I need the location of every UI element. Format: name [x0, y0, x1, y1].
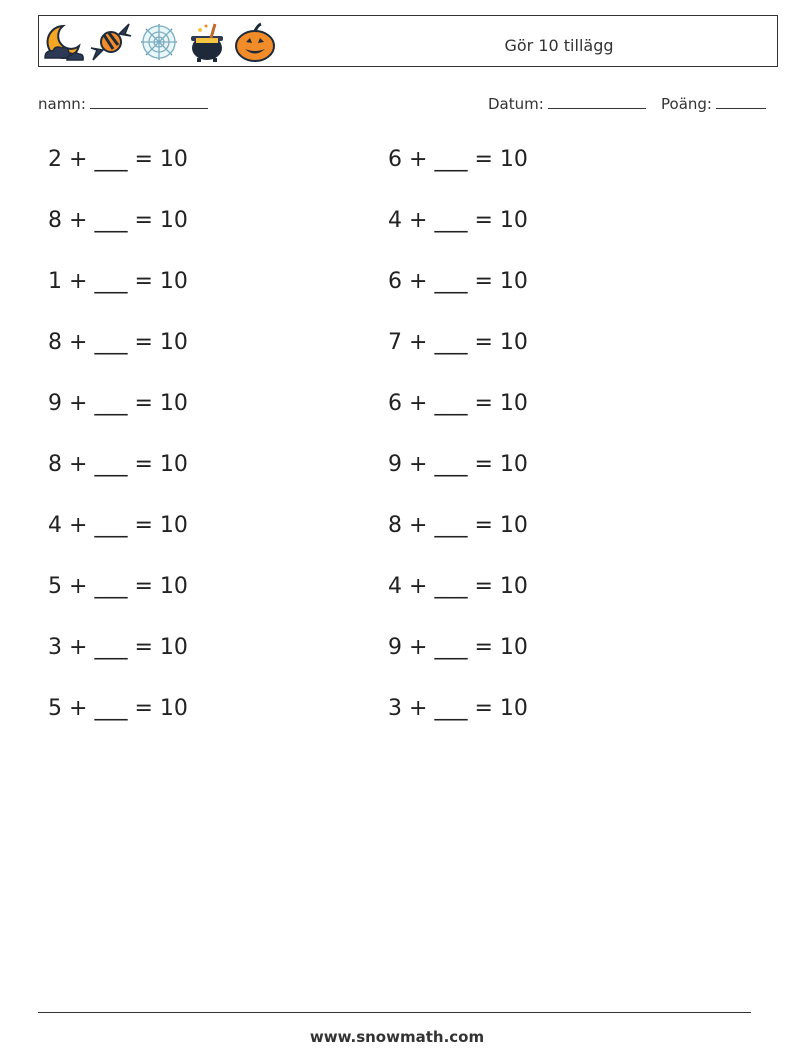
- addend: 6: [388, 269, 402, 294]
- addend: 7: [388, 330, 402, 355]
- problem-left-2: [48, 208, 188, 233]
- equals-sign: =: [134, 452, 153, 477]
- answer-blank[interactable]: ___: [94, 391, 128, 416]
- target-sum: 10: [499, 696, 528, 721]
- answer-blank[interactable]: ___: [94, 330, 128, 355]
- target-sum: 10: [159, 574, 188, 599]
- plus-sign: +: [409, 330, 428, 355]
- problem-right-1: [388, 147, 528, 172]
- problem-right-4: [388, 330, 528, 355]
- answer-blank[interactable]: ___: [94, 513, 128, 538]
- problem-left-7: [48, 513, 188, 538]
- target-sum: 10: [159, 147, 188, 172]
- equals-sign: =: [474, 208, 493, 233]
- problem-left-10: [48, 696, 188, 721]
- equals-sign: =: [474, 147, 493, 172]
- plus-sign: +: [409, 574, 428, 599]
- candy-icon: [89, 20, 133, 64]
- footer-divider: [38, 1012, 751, 1013]
- plus-sign: +: [409, 513, 428, 538]
- date-label: Datum:: [488, 95, 544, 113]
- addend: 6: [388, 147, 402, 172]
- problem-left-9: [48, 635, 188, 660]
- equals-sign: =: [474, 513, 493, 538]
- equals-sign: =: [134, 208, 153, 233]
- equals-sign: =: [134, 391, 153, 416]
- addend: 4: [388, 574, 402, 599]
- answer-blank[interactable]: ___: [94, 452, 128, 477]
- equals-sign: =: [474, 452, 493, 477]
- score-field[interactable]: [661, 94, 766, 113]
- addend: 5: [48, 574, 62, 599]
- equals-sign: =: [474, 696, 493, 721]
- target-sum: 10: [159, 452, 188, 477]
- equals-sign: =: [474, 330, 493, 355]
- plus-sign: +: [69, 696, 88, 721]
- plus-sign: +: [409, 269, 428, 294]
- target-sum: 10: [159, 635, 188, 660]
- addend: 8: [388, 513, 402, 538]
- addend: 8: [48, 208, 62, 233]
- name-label: namn:: [38, 95, 86, 113]
- problem-left-8: [48, 574, 188, 599]
- plus-sign: +: [69, 635, 88, 660]
- addend: 2: [48, 147, 62, 172]
- answer-blank[interactable]: ___: [94, 269, 128, 294]
- addend: 5: [48, 696, 62, 721]
- target-sum: 10: [499, 452, 528, 477]
- answer-blank[interactable]: ___: [434, 513, 468, 538]
- answer-blank[interactable]: ___: [434, 330, 468, 355]
- target-sum: 10: [499, 635, 528, 660]
- plus-sign: +: [69, 269, 88, 294]
- plus-sign: +: [69, 391, 88, 416]
- plus-sign: +: [69, 513, 88, 538]
- answer-blank[interactable]: ___: [434, 147, 468, 172]
- moon-clouds-icon: [41, 20, 85, 64]
- equals-sign: =: [134, 269, 153, 294]
- problem-right-8: [388, 574, 528, 599]
- equals-sign: =: [134, 635, 153, 660]
- icon-strip: [41, 20, 277, 64]
- target-sum: 10: [159, 208, 188, 233]
- problem-right-6: [388, 452, 528, 477]
- equals-sign: =: [134, 696, 153, 721]
- answer-blank[interactable]: ___: [94, 208, 128, 233]
- equals-sign: =: [134, 330, 153, 355]
- target-sum: 10: [159, 513, 188, 538]
- equals-sign: =: [474, 269, 493, 294]
- plus-sign: +: [69, 208, 88, 233]
- score-line[interactable]: [716, 94, 766, 109]
- name-field[interactable]: [38, 94, 208, 113]
- equals-sign: =: [134, 574, 153, 599]
- plus-sign: +: [69, 147, 88, 172]
- plus-sign: +: [409, 208, 428, 233]
- plus-sign: +: [409, 696, 428, 721]
- target-sum: 10: [499, 147, 528, 172]
- answer-blank[interactable]: ___: [434, 269, 468, 294]
- equals-sign: =: [134, 513, 153, 538]
- date-field[interactable]: [488, 94, 646, 113]
- problem-right-7: [388, 513, 528, 538]
- cauldron-icon: [185, 20, 229, 64]
- target-sum: 10: [499, 574, 528, 599]
- target-sum: 10: [159, 391, 188, 416]
- addend: 4: [388, 208, 402, 233]
- target-sum: 10: [499, 269, 528, 294]
- addend: 3: [388, 696, 402, 721]
- addend: 6: [388, 391, 402, 416]
- addend: 9: [48, 391, 62, 416]
- answer-blank[interactable]: ___: [434, 635, 468, 660]
- plus-sign: +: [69, 452, 88, 477]
- equals-sign: =: [474, 635, 493, 660]
- target-sum: 10: [499, 330, 528, 355]
- name-line[interactable]: [90, 94, 208, 109]
- answer-blank[interactable]: ___: [94, 635, 128, 660]
- addend: 9: [388, 452, 402, 477]
- problem-right-10: [388, 696, 528, 721]
- target-sum: 10: [499, 391, 528, 416]
- addend: 3: [48, 635, 62, 660]
- page-title: Gör 10 tillägg: [504, 36, 614, 55]
- target-sum: 10: [499, 208, 528, 233]
- problem-right-9: [388, 635, 528, 660]
- target-sum: 10: [499, 513, 528, 538]
- answer-blank[interactable]: ___: [434, 391, 468, 416]
- answer-blank[interactable]: ___: [94, 147, 128, 172]
- plus-sign: +: [409, 635, 428, 660]
- addend: 8: [48, 330, 62, 355]
- equals-sign: =: [474, 391, 493, 416]
- score-label: Poäng:: [661, 95, 712, 113]
- answer-blank[interactable]: ___: [434, 574, 468, 599]
- addend: 4: [48, 513, 62, 538]
- equals-sign: =: [474, 574, 493, 599]
- plus-sign: +: [69, 330, 88, 355]
- target-sum: 10: [159, 696, 188, 721]
- answer-blank[interactable]: ___: [94, 696, 128, 721]
- answer-blank[interactable]: ___: [94, 574, 128, 599]
- problem-right-3: [388, 269, 528, 294]
- spiderweb-icon: [137, 20, 181, 64]
- pumpkin-icon: [233, 20, 277, 64]
- problem-left-4: [48, 330, 188, 355]
- problem-right-5: [388, 391, 528, 416]
- plus-sign: +: [409, 452, 428, 477]
- answer-blank[interactable]: ___: [434, 696, 468, 721]
- date-line[interactable]: [548, 94, 646, 109]
- plus-sign: +: [409, 147, 428, 172]
- answer-blank[interactable]: ___: [434, 208, 468, 233]
- plus-sign: +: [69, 574, 88, 599]
- target-sum: 10: [159, 330, 188, 355]
- addend: 9: [388, 635, 402, 660]
- problem-left-6: [48, 452, 188, 477]
- problem-left-3: [48, 269, 188, 294]
- footer-url: www.snowmath.com: [309, 1028, 485, 1046]
- addend: 8: [48, 452, 62, 477]
- equals-sign: =: [134, 147, 153, 172]
- target-sum: 10: [159, 269, 188, 294]
- addend: 1: [48, 269, 62, 294]
- plus-sign: +: [409, 391, 428, 416]
- answer-blank[interactable]: ___: [434, 452, 468, 477]
- problem-left-5: [48, 391, 188, 416]
- problem-left-1: [48, 147, 188, 172]
- problem-right-2: [388, 208, 528, 233]
- header-box: [38, 15, 778, 67]
